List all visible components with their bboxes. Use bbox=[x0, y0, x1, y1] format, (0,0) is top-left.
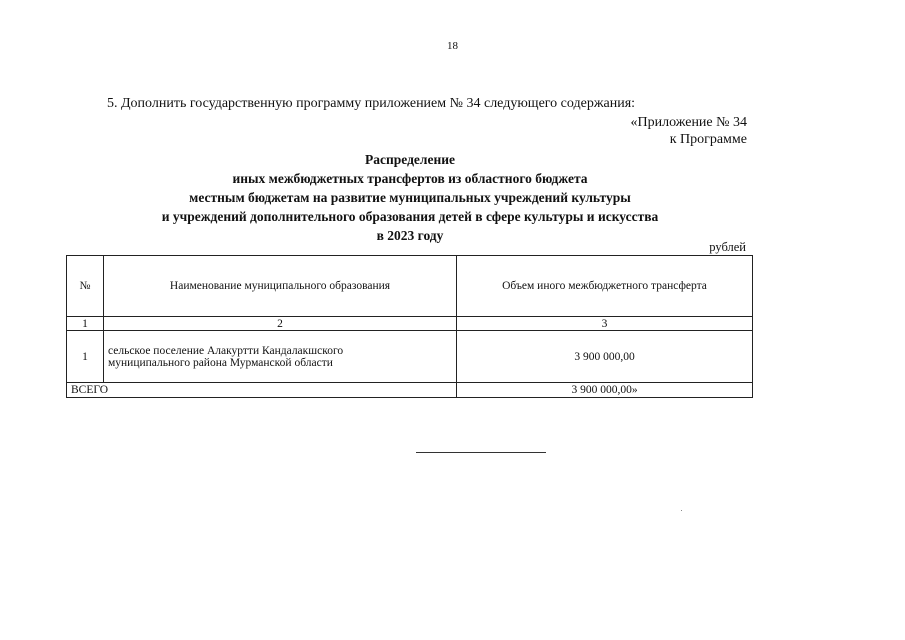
closing-rule bbox=[416, 452, 546, 453]
units-label: рублей bbox=[709, 240, 746, 254]
column-number-2: 2 bbox=[104, 317, 457, 331]
row-number: 1 bbox=[67, 331, 104, 383]
total-amount: 3 900 000,00» bbox=[457, 383, 753, 398]
row-amount: 3 900 000,00 bbox=[457, 331, 753, 383]
column-number-1: 1 bbox=[67, 317, 104, 331]
table-header-row bbox=[67, 256, 753, 317]
title-line-5: в 2023 году bbox=[376, 228, 444, 243]
page-number: 18 bbox=[447, 40, 458, 52]
title-line-2: иных межбюджетных трансфертов из областного бюджета bbox=[232, 171, 588, 186]
title-line-3: местным бюджетам на развитие муниципальных учреждений культуры bbox=[189, 190, 631, 205]
column-number-row bbox=[67, 317, 753, 331]
annex-heading: «Приложение № 34 bbox=[630, 115, 747, 130]
title-line-1: Распределение bbox=[364, 152, 456, 167]
title-line-4: и учреждений дополнительного образования детей в сфере культуры и искусства bbox=[161, 209, 659, 224]
intro-paragraph: 5. Дополнить государственную программу приложением № 34 следующего содержания: bbox=[107, 96, 636, 111]
header-amount: Объем иного межбюджетного трансферта bbox=[457, 256, 753, 317]
row-municipality bbox=[104, 331, 457, 383]
municipality-line-1: сельское поселение Алакуртти Кандалакшского bbox=[108, 344, 344, 357]
header-number: № bbox=[67, 256, 104, 317]
total-label: ВСЕГО bbox=[67, 383, 457, 398]
annex-subheading: к Программе bbox=[669, 132, 747, 147]
municipality-line-2: муниципального района Мурманской области bbox=[108, 356, 333, 369]
total-row bbox=[67, 383, 753, 398]
table-row bbox=[67, 331, 753, 383]
column-number-3: 3 bbox=[457, 317, 753, 331]
header-municipality: Наименование муниципального образования bbox=[104, 256, 457, 317]
scan-speck bbox=[681, 510, 682, 511]
document-title bbox=[0, 150, 820, 245]
distribution-table bbox=[66, 255, 753, 398]
